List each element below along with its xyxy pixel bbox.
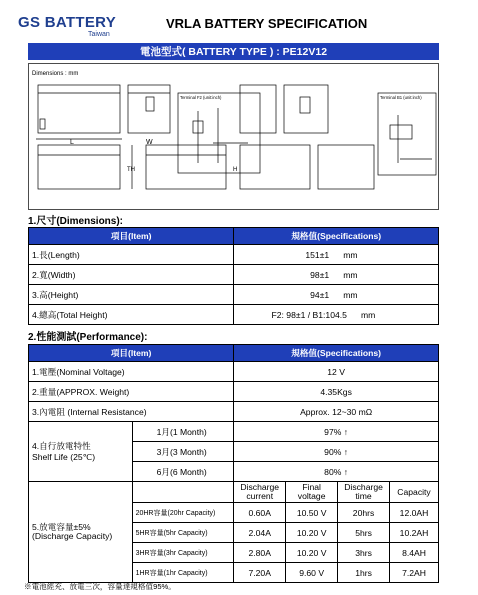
width-label: 2.寬(Width) [29, 265, 234, 285]
discharge-current-5hr: 2.04A [234, 523, 286, 543]
discharge-time-3hr: 3hrs [338, 543, 390, 563]
discharge-rate-3hr: 3HR容量(3hr Capacity) [132, 543, 234, 563]
capacity-header: Capacity [390, 482, 439, 503]
discharge-time-header: Discharge time [338, 482, 390, 503]
shelf-period-3: 6月(6 Month) [132, 462, 234, 482]
capacity-1hr: 7.2AH [390, 563, 439, 583]
perf-col-item-header: 項目(Item) [29, 345, 234, 362]
shelf-life-label-zh: 4.自行放電特性 [32, 441, 91, 451]
discharge-time-1hr: 1hrs [338, 563, 390, 583]
voltage-label: 1.電壓(Nominal Voltage) [29, 362, 234, 382]
discharge-capacity-label [29, 482, 133, 583]
terminal-f2-label: Terminal F2 (unit:inch) [180, 95, 222, 100]
bottom-end-view [240, 145, 310, 189]
drawing-frame [29, 64, 439, 210]
discharge-current-3hr: 2.80A [234, 543, 286, 563]
document-title: VRLA BATTERY SPECIFICATION [166, 16, 368, 31]
side-view [128, 85, 170, 133]
final-voltage-20hr: 10.50 V [286, 503, 338, 523]
height-value: 94±1 [310, 289, 330, 300]
discharge-header-row [29, 482, 439, 503]
dimensions-header-row [29, 228, 439, 245]
end-view-right [284, 85, 328, 133]
capacity-5hr: 10.2AH [390, 523, 439, 543]
shelf-life-label [29, 422, 133, 482]
discharge-rate-5hr: 5HR容量(5hr Capacity) [132, 523, 234, 543]
total-height-label: 4.總高(Total Height) [29, 305, 234, 325]
discharge-rate-20hr: 20HR容量(20hr Capacity) [132, 503, 234, 523]
height-unit: mm [343, 289, 358, 300]
final-voltage-1hr: 9.60 V [286, 563, 338, 583]
shelf-period-2: 3月(3 Month) [132, 442, 234, 462]
shelf-value-3: 80% ↑ [234, 462, 439, 482]
final-voltage-5hr: 10.20 V [286, 523, 338, 543]
table-row [29, 265, 439, 285]
weight-label: 2.重量(APPROX. Weight) [29, 382, 234, 402]
front-view [38, 85, 120, 133]
total-height-unit: mm [360, 309, 376, 320]
discharge-time-20hr: 20hrs [338, 503, 390, 523]
discharge-label-en: (Discharge Capacity) [32, 531, 113, 541]
table-row [29, 382, 439, 402]
dimension-drawing [28, 63, 439, 210]
col-item-header: 項目(Item) [29, 228, 234, 245]
label-width: W [146, 139, 153, 146]
end-view-left [240, 85, 276, 133]
label-total-height: TH [127, 167, 135, 173]
final-voltage-header: Final voltage [286, 482, 338, 503]
terminal-b1-detail [378, 93, 436, 175]
discharge-current-20hr: 0.60A [234, 503, 286, 523]
perf-col-spec-header: 規格值(Specifications) [234, 345, 439, 362]
length-value: 151±1 [305, 249, 330, 260]
discharge-rate-1hr: 1HR容量(1hr Capacity) [132, 563, 234, 583]
weight-value: 4.35Kgs [234, 382, 439, 402]
total-height-value: F2: 98±1 / B1:104.5 [271, 309, 347, 320]
capacity-3hr: 8.4AH [390, 543, 439, 563]
shelf-value-1: 97% ↑ [234, 422, 439, 442]
label-height: H [233, 167, 238, 173]
performance-table [28, 344, 439, 583]
table-row [29, 305, 439, 325]
table-row [29, 402, 439, 422]
col-spec-header: 規格值(Specifications) [234, 228, 439, 245]
shelf-period-1: 1月(1 Month) [132, 422, 234, 442]
width-unit: mm [343, 269, 358, 280]
dimensions-table [28, 227, 439, 325]
brand-country: Taiwan [88, 31, 110, 38]
length-unit: mm [343, 249, 358, 260]
battery-type-bar: 電池型式( BATTERY TYPE ) : PE12V12 [28, 43, 439, 60]
resistance-value: Approx. 12~30 mΩ [234, 402, 439, 422]
discharge-time-5hr: 5hrs [338, 523, 390, 543]
terminal-b1-label: Terminal B1 (unit:inch) [380, 95, 422, 100]
dimensions-unit-label: Dimensions : mm [32, 71, 79, 77]
table-row [29, 285, 439, 305]
discharge-current-1hr: 7.20A [234, 563, 286, 583]
performance-section-title: 2.性能測試(Performance): [28, 332, 148, 343]
bottom-side-view [146, 145, 226, 189]
shelf-value-2: 90% ↑ [234, 442, 439, 462]
bottom-right-view [318, 145, 374, 189]
length-label: 1.長(Length) [29, 245, 234, 265]
discharge-current-header: Discharge current [234, 482, 286, 503]
voltage-value: 12 V [234, 362, 439, 382]
resistance-label: 3.內電阻 (Internal Resistance) [29, 402, 234, 422]
label-length: L [70, 139, 74, 146]
final-voltage-3hr: 10.20 V [286, 543, 338, 563]
performance-header-row [29, 345, 439, 362]
discharge-label-zh: 5.放電容量±5% [32, 522, 91, 532]
bottom-front-view [38, 145, 120, 189]
footnote: ※電池經充、放電三次，容量達規格值95%。 [24, 582, 176, 591]
shelf-life-label-en: Shelf Life (25℃) [32, 452, 96, 462]
table-row [29, 245, 439, 265]
height-label: 3.高(Height) [29, 285, 234, 305]
table-row [29, 362, 439, 382]
width-value: 98±1 [310, 269, 330, 280]
capacity-20hr: 12.0AH [390, 503, 439, 523]
table-row [29, 422, 439, 442]
dimensions-section-title: 1.尺寸(Dimensions): [28, 216, 124, 227]
brand-name: GS BATTERY [18, 14, 117, 31]
